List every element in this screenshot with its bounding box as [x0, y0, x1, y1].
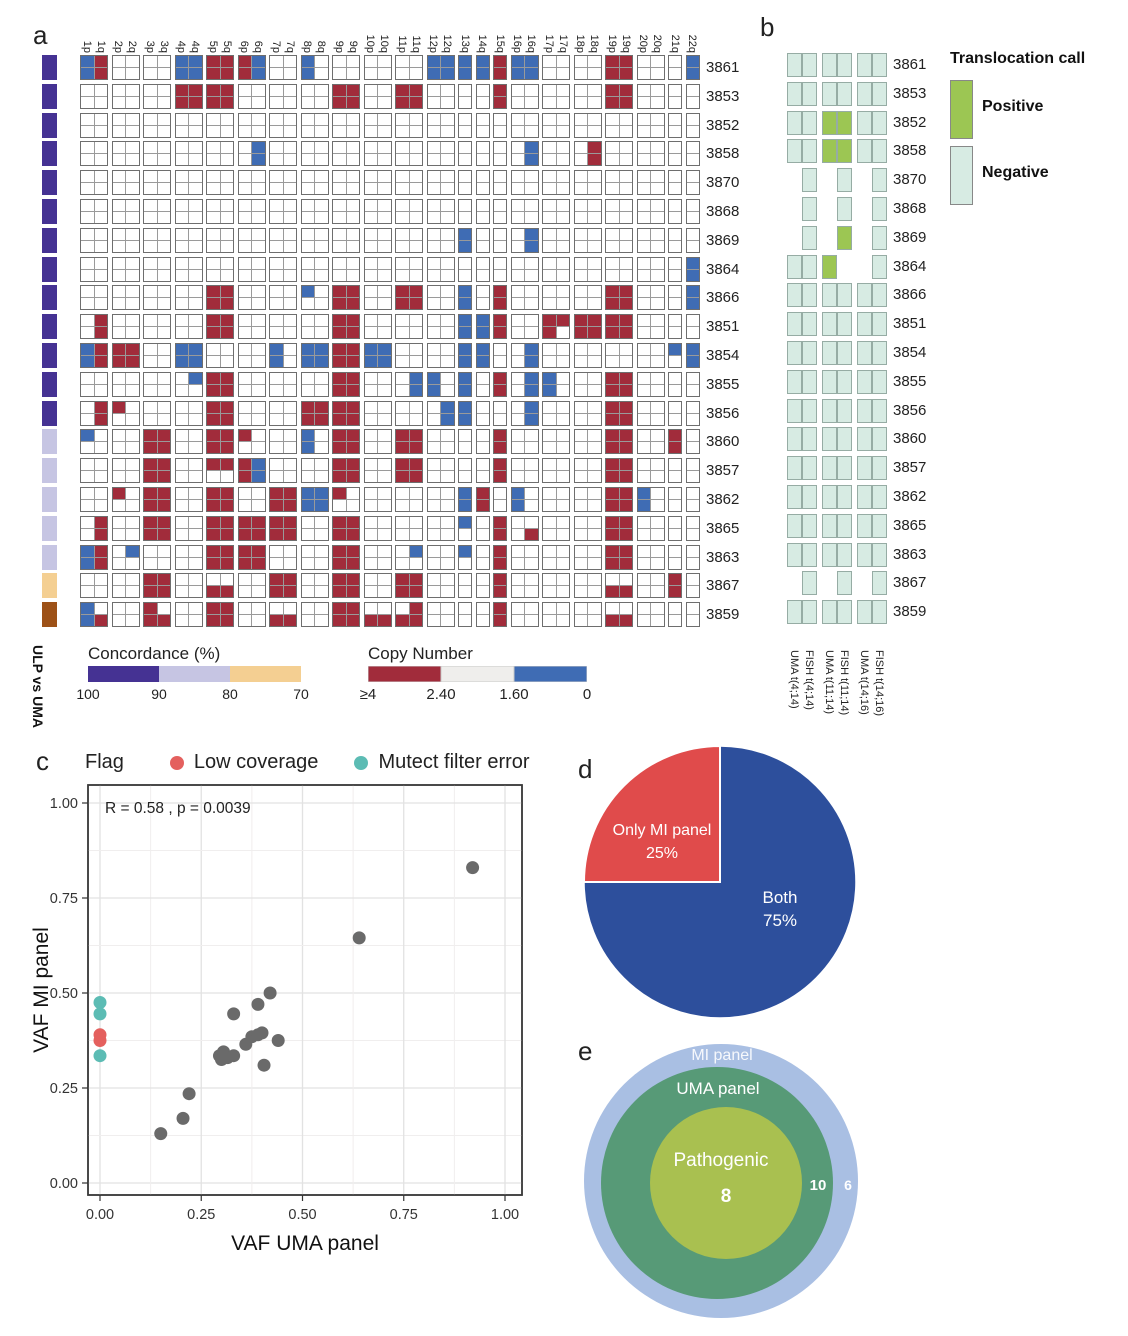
positive-label: Positive: [982, 98, 1044, 115]
assay-column-label: UMA t(4;14): [788, 650, 800, 709]
translocation-cell: [822, 255, 837, 279]
translocation-cell: [872, 427, 887, 451]
chrom-arm-label: 19q: [619, 34, 632, 53]
sample-label: 3855: [706, 375, 740, 393]
scatter-point: [256, 1026, 269, 1039]
sample-label: 3867: [706, 577, 740, 595]
translocation-cell: [802, 399, 817, 423]
x-tick-label: 0.75: [389, 1207, 418, 1223]
chrom-arm-label: 10q: [378, 34, 390, 53]
translocation-cell: [837, 456, 852, 480]
sample-label-b: 3856: [893, 401, 927, 419]
translocation-cell: [837, 168, 852, 192]
chrom-arm-label: 8q: [315, 40, 327, 53]
translocation-cell: [802, 456, 817, 480]
scatter-point: [154, 1127, 167, 1140]
chrom-arm-label: 21q: [668, 34, 681, 53]
translocation-cell: [802, 485, 817, 509]
translocation-cell: [802, 571, 817, 595]
venn-count-uma: 10: [809, 1177, 827, 1194]
translocation-cell: [857, 456, 872, 480]
sample-label-b: 3868: [893, 200, 927, 217]
chrom-arm-label: 16q: [525, 34, 537, 53]
scatter-point: [258, 1059, 271, 1072]
negative-label: Negative: [982, 164, 1049, 181]
chrom-arm-label: 14q: [476, 34, 488, 53]
translocation-cell: [822, 283, 837, 307]
chrom-arm-label: 12p: [427, 34, 439, 53]
translocation-cell: [872, 485, 887, 509]
venn-circle-pathogenic: [650, 1107, 802, 1259]
chrom-arm-label: 16p: [511, 34, 523, 53]
concordance-tick-label: 100: [76, 686, 100, 702]
translocation-cell: [787, 111, 802, 135]
chrom-arm-label: 7p: [269, 40, 282, 53]
scatter-point: [183, 1087, 196, 1100]
translocation-cell: [837, 427, 852, 451]
chrom-arm-label: 2q: [126, 40, 138, 53]
translocation-cell: [802, 543, 817, 567]
scatter-point: [353, 931, 366, 944]
chrom-arm-label: 15q: [493, 34, 506, 53]
translocation-cell: [857, 82, 872, 106]
sample-label: 3860: [706, 433, 740, 451]
chrom-arm-label: 2p: [112, 40, 124, 53]
sample-label-b: 3867: [893, 574, 927, 592]
translocation-cell: [787, 53, 802, 77]
chrom-arm-label: 1p: [80, 40, 93, 53]
sample-label-b: 3858: [893, 142, 927, 160]
translocation-cell: [802, 312, 817, 336]
sample-label: 3854: [706, 347, 740, 364]
chrom-arm-label: 18p: [574, 34, 586, 53]
translocation-cell: [787, 341, 802, 365]
venn-label-pathogenic: Pathogenic: [673, 1150, 769, 1171]
translocation-cell: [872, 283, 887, 307]
translocation-cell: [837, 370, 852, 394]
sample-label: 3866: [706, 289, 740, 307]
translocation-cell: [802, 139, 817, 163]
chrom-arm-label: 20q: [651, 34, 663, 53]
venn-count-pathogenic: 8: [720, 1186, 732, 1207]
sample-label-b: 3870: [893, 171, 927, 189]
pie-label-only-mi: Only MI panel: [612, 822, 712, 839]
x-tick-label: 0.50: [288, 1207, 317, 1223]
translocation-cell: [837, 399, 852, 423]
translocation-cell: [822, 111, 837, 135]
sample-label: 3857: [706, 462, 740, 480]
y-axis-title: VAF MI panel: [30, 927, 53, 1053]
translocation-cell: [787, 312, 802, 336]
y-tick-label: 0.00: [49, 1176, 78, 1192]
chrom-arm-label: 20p: [637, 34, 649, 53]
translocation-cell: [787, 456, 802, 480]
translocation-cell: [802, 82, 817, 106]
copy-number-legend-title: Copy Number: [368, 644, 473, 663]
sample-label-b: 3865: [893, 516, 927, 534]
chrom-arm-label: 17p: [542, 34, 555, 53]
translocation-cell: [872, 255, 887, 279]
scatter-point: [227, 1049, 240, 1062]
translocation-cell: [822, 485, 837, 509]
concordance-tick-label: 70: [293, 686, 309, 702]
sample-label: 3862: [706, 491, 740, 508]
translocation-cell: [872, 168, 887, 192]
concordance-legend-title: Concordance (%): [88, 644, 221, 663]
negative-swatch: [950, 146, 973, 205]
sample-label-b: 3869: [893, 228, 927, 246]
translocation-cell: [822, 53, 837, 77]
translocation-cell: [872, 111, 887, 135]
sample-label: 3851: [706, 318, 740, 336]
chrom-arm-label: 3q: [157, 40, 170, 53]
translocation-cell: [822, 600, 837, 624]
translocation-cell: [857, 312, 872, 336]
translocation-cell: [837, 341, 852, 365]
scatter-point: [177, 1112, 190, 1125]
panel-e-letter: e: [578, 1036, 593, 1066]
translocation-cell: [822, 456, 837, 480]
translocation-cell: [787, 427, 802, 451]
translocation-cell: [872, 399, 887, 423]
sample-label: 3864: [706, 260, 740, 278]
translocation-cell: [822, 399, 837, 423]
pie-svg: [575, 740, 1128, 1052]
sample-label: 3859: [706, 606, 740, 624]
sample-label-b: 3853: [893, 84, 927, 102]
translocation-cell: [787, 139, 802, 163]
y-tick-label: 0.50: [49, 986, 78, 1002]
chrom-arm-label: 8p: [301, 40, 313, 53]
scatter-point: [94, 1049, 107, 1062]
assay-column-label: UMA t(14;16): [858, 650, 870, 715]
copy-number-tick-label: 2.40: [426, 686, 456, 703]
scatter-point: [227, 1007, 240, 1020]
translocation-cell: [857, 427, 872, 451]
chrom-arm-label: 12q: [441, 34, 453, 53]
translocation-cell: [822, 341, 837, 365]
translocation-cell: [872, 571, 887, 595]
translocation-cell: [857, 543, 872, 567]
plot-panel: [88, 785, 522, 1195]
scatter-svg: [30, 745, 580, 1336]
sample-label: 3868: [706, 203, 740, 220]
translocation-cell: [787, 370, 802, 394]
panel-a-letter: a: [33, 20, 48, 50]
translocation-cell: [787, 543, 802, 567]
translocation-cell: [872, 53, 887, 77]
translocation-cell: [787, 600, 802, 624]
chrom-arm-label: 9q: [346, 40, 359, 53]
low-coverage-label: Low coverage: [193, 751, 319, 773]
translocation-cell: [802, 168, 817, 192]
sample-label-b: 3863: [893, 545, 927, 563]
translocation-cell: [822, 82, 837, 106]
sample-label-b: 3860: [893, 430, 927, 448]
x-axis-title: VAF UMA panel: [231, 1232, 379, 1255]
assay-column-label: FISH t(4;14): [803, 650, 815, 710]
translocation-cell: [787, 283, 802, 307]
translocation-cell: [802, 111, 817, 135]
y-tick-label: 0.75: [49, 891, 78, 907]
translocation-cell: [787, 485, 802, 509]
translocation-cell: [837, 283, 852, 307]
assay-column-label: FISH t(14;16): [873, 650, 885, 717]
translocation-cell: [837, 485, 852, 509]
copy-number-tick-label: 1.60: [499, 686, 529, 703]
translocation-cell: [802, 255, 817, 279]
translocation-cell: [872, 226, 887, 250]
translocation-cell: [787, 399, 802, 423]
translocation-cell: [837, 111, 852, 135]
copy-number-tick-label: 0: [582, 686, 592, 703]
sample-label: 3858: [706, 145, 740, 163]
translocation-cell: [857, 514, 872, 538]
chrom-arm-label: 9p: [332, 40, 345, 53]
venn-count-mi: 6: [844, 1177, 852, 1193]
sample-label: 3856: [706, 404, 740, 422]
translocation-cell: [857, 370, 872, 394]
chrom-arm-label: 17q: [556, 34, 569, 53]
sample-label-b: 3852: [893, 113, 927, 131]
translocation-cell: [872, 312, 887, 336]
translocation-cell: [872, 600, 887, 624]
panel-b-letter: b: [760, 12, 775, 42]
translocation-cell: [872, 139, 887, 163]
sample-label-b: 3864: [893, 257, 927, 275]
pie-label-both: Both: [762, 888, 798, 907]
chrom-arm-label: 18q: [588, 34, 600, 53]
translocation-legend-title: Translocation call: [950, 50, 1086, 67]
scatter-point: [94, 996, 107, 1009]
concordance-tick-label: 80: [222, 686, 238, 702]
x-tick-label: 0.25: [187, 1207, 216, 1223]
pie-label-only-mi: 25%: [645, 845, 679, 862]
translocation-cell: [787, 82, 802, 106]
translocation-cell: [857, 53, 872, 77]
scatter-point: [272, 1034, 285, 1047]
translocation-cell: [837, 571, 852, 595]
scatter-point: [466, 861, 479, 874]
translocation-cell: [802, 197, 817, 221]
translocation-cell: [822, 370, 837, 394]
flag-legend-title: Flag: [85, 751, 124, 773]
translocation-cell: [857, 341, 872, 365]
translocation-cell: [857, 485, 872, 509]
venn-svg: [575, 1030, 1128, 1336]
translocation-cell: [802, 370, 817, 394]
correlation-annotation: R = 0.58 , p = 0.0039: [105, 800, 251, 817]
sample-label-b: 3861: [893, 56, 927, 73]
sample-label: 3863: [706, 548, 740, 566]
sample-label-b: 3859: [893, 603, 927, 621]
translocation-cell: [857, 283, 872, 307]
translocation-cell: [787, 514, 802, 538]
sample-label: 3869: [706, 231, 740, 249]
venn-label-uma-panel: UMA panel: [676, 1079, 760, 1098]
translocation-cell: [822, 139, 837, 163]
mutect-label: Mutect filter error: [378, 751, 530, 773]
x-tick-label: 0.00: [85, 1207, 115, 1223]
copy-number-tick-label: ≥4: [359, 686, 377, 703]
sample-label-b: 3854: [893, 344, 927, 361]
sample-label: 3852: [706, 116, 740, 134]
translocation-cell: [837, 514, 852, 538]
panel-d-letter: d: [578, 754, 593, 784]
translocation-cell: [837, 197, 852, 221]
sample-label-b: 3862: [893, 488, 927, 505]
translocation-cell: [872, 82, 887, 106]
chrom-arm-label: 3p: [143, 40, 156, 53]
y-tick-label: 0.25: [49, 1081, 78, 1097]
chrom-arm-label: 4p: [175, 40, 187, 53]
chrom-arm-label: 6p: [238, 40, 250, 53]
translocation-cell: [802, 283, 817, 307]
chrom-arm-label: 19p: [605, 34, 618, 53]
translocation-cell: [837, 82, 852, 106]
translocation-cell: [837, 600, 852, 624]
chrom-arm-label: 10p: [364, 34, 376, 53]
translocation-cell: [802, 226, 817, 250]
panel-c-letter: c: [36, 746, 49, 776]
chrom-arm-label: 11q: [409, 35, 422, 53]
translocation-cell: [802, 600, 817, 624]
translocation-cell: [872, 456, 887, 480]
translocation-cell: [837, 53, 852, 77]
translocation-cell: [837, 139, 852, 163]
sample-label-b: 3857: [893, 459, 927, 477]
x-tick-label: 1.00: [490, 1207, 520, 1223]
concordance-tick-label: 90: [151, 686, 167, 702]
sample-label: 3865: [706, 519, 740, 537]
sample-label-b: 3866: [893, 286, 927, 304]
chrom-arm-label: 5p: [206, 40, 219, 53]
translocation-cell: [802, 341, 817, 365]
translocation-cell: [857, 600, 872, 624]
sample-label: 3861: [706, 59, 740, 76]
translocation-cell: [837, 543, 852, 567]
translocation-cell: [822, 543, 837, 567]
chrom-arm-label: 7q: [283, 40, 296, 53]
translocation-cell: [872, 514, 887, 538]
positive-swatch: [950, 80, 973, 139]
y-tick-label: 1.00: [49, 796, 78, 812]
chrom-arm-label: 5q: [220, 40, 233, 53]
chrom-arm-label: 6q: [252, 40, 264, 53]
translocation-cell: [822, 427, 837, 451]
scatter-point: [264, 987, 277, 1000]
translocation-cell: [802, 514, 817, 538]
translocation-cell: [837, 226, 852, 250]
translocation-cell: [857, 111, 872, 135]
assay-column-label: UMA t(11;14): [823, 650, 835, 714]
assay-column-label: FISH t(11;14): [838, 650, 850, 716]
translocation-cell: [822, 312, 837, 336]
translocation-cell: [802, 427, 817, 451]
chrom-arm-label: 1q: [94, 40, 107, 53]
scatter-point: [251, 998, 264, 1011]
scatter-point: [94, 1034, 107, 1047]
scatter-point: [94, 1007, 107, 1020]
translocation-cell: [837, 312, 852, 336]
translocation-cell: [857, 139, 872, 163]
pie-label-both: 75%: [762, 911, 798, 930]
translocation-cell: [872, 370, 887, 394]
translocation-cell: [872, 543, 887, 567]
sample-label-b: 3851: [893, 315, 927, 333]
chrom-arm-label: 22q: [686, 34, 698, 53]
sample-label: 3853: [706, 87, 740, 105]
translocation-cell: [787, 255, 802, 279]
ulp-vs-uma-label: ULP vs UMA: [30, 645, 46, 728]
chrom-arm-label: 4q: [189, 40, 201, 53]
sample-label-b: 3855: [893, 372, 927, 390]
translocation-cell: [857, 399, 872, 423]
translocation-cell: [822, 514, 837, 538]
translocation-cell: [872, 197, 887, 221]
translocation-cell: [802, 53, 817, 77]
sample-label: 3870: [706, 174, 740, 192]
venn-label-mi-panel: MI panel: [691, 1047, 753, 1064]
translocation-cell: [872, 341, 887, 365]
chrom-arm-label: 11p: [395, 35, 408, 53]
chrom-arm-label: 13q: [458, 34, 471, 53]
